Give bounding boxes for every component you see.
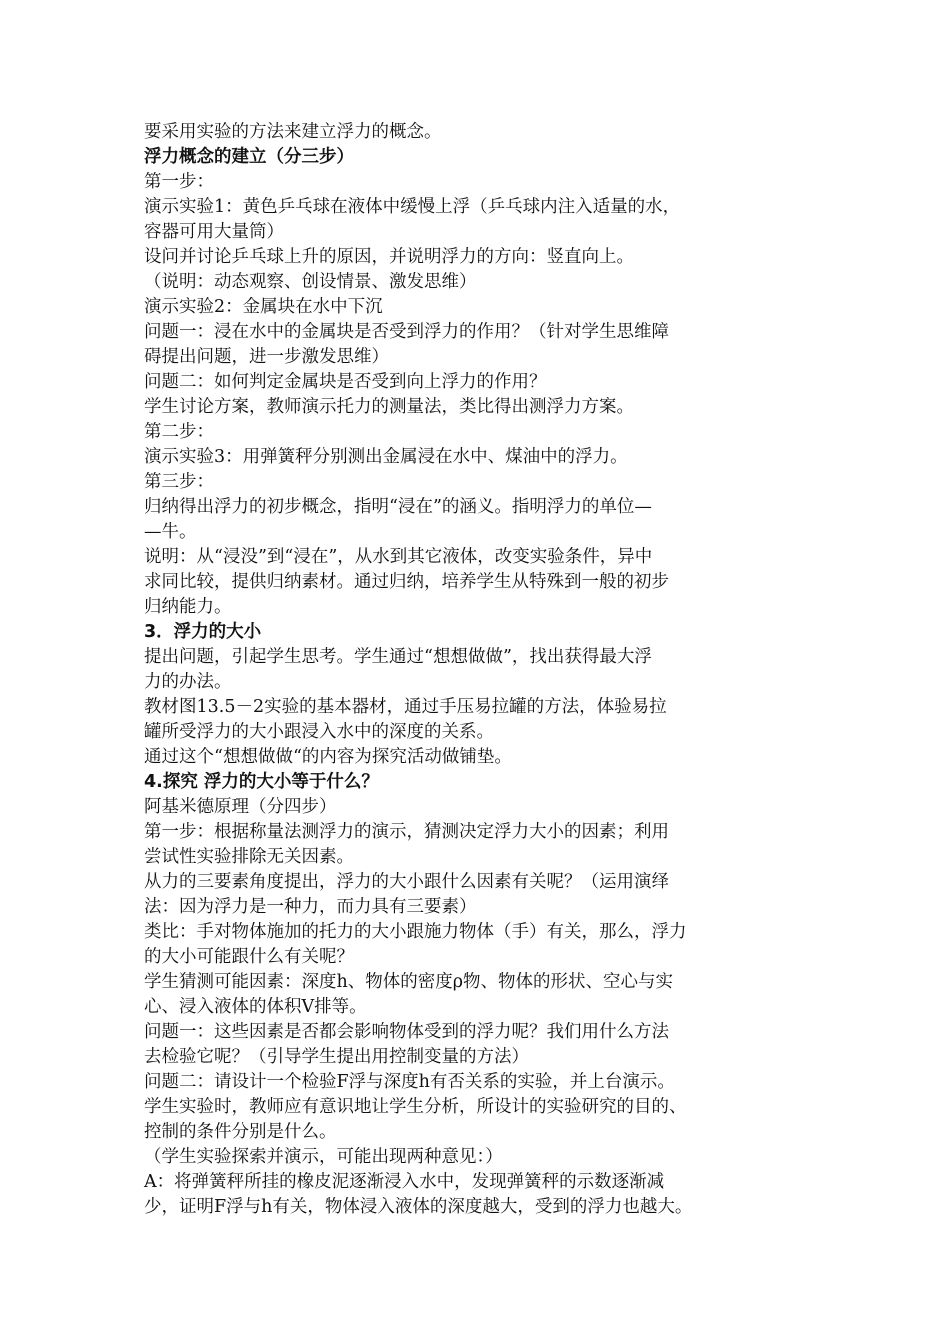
section-heading: 4.探究 浮力的大小等于什么？ [144,772,379,792]
text-line: 说明：从“浸没”到“浸在”，从水到其它液体，改变实验条件，异中 [144,547,653,567]
text-line: 演示实验2：金属块在水中下沉 [144,297,383,317]
text-line: 罐所受浮力的大小跟浸入水中的深度的关系。 [144,722,494,742]
text-line: 演示实验1：黄色乒乓球在液体中缓慢上浮（乒乓球内注入适量的水， [144,197,681,217]
text-line: 演示实验3：用弹簧秤分别测出金属浸在水中、煤油中的浮力。 [144,447,628,467]
text-line: 去检验它呢？（引导学生提出用控制变量的方法） [144,1047,529,1067]
text-line: 设问并讨论乒乓球上升的原因，并说明浮力的方向：竖直向上。 [144,247,634,267]
text-line: 第一步： [144,172,214,192]
text-line: 问题二：请设计一个检验F浮与深度h有否关系的实验，并上台演示。 [144,1072,675,1092]
text-line: 第二步： [144,422,214,442]
text-line: 类比：手对物体施加的托力的大小跟施力物体（手）有关，那么，浮力 [144,922,687,942]
text-line: 尝试性实验排除无关因素。 [144,847,354,867]
text-line: 归纳能力。 [144,597,232,617]
text-line: 通过这个“想想做做“的内容为探究活动做铺垫。 [144,747,512,767]
document-page [144,120,824,1220]
text-line: 求同比较，提供归纳素材。通过归纳，培养学生从特殊到一般的初步 [144,572,669,592]
section-heading: 浮力概念的建立（分三步） [144,147,354,167]
section-heading: 3．浮力的大小 [144,622,262,642]
text-line: 学生猜测可能因素：深度h、物体的密度ρ物、物体的形状、空心与实 [144,972,674,992]
text-line: （学生实验探索并演示，可能出现两种意见：） [144,1147,503,1167]
text-line: 法：因为浮力是一种力，而力具有三要素） [144,897,477,917]
text-line: A：将弹簧秤所挂的橡皮泥逐渐浸入水中，发现弹簧秤的示数逐渐减 [144,1172,665,1192]
text-line: （说明：动态观察、创设情景、激发思维） [144,272,477,292]
text-line: 要采用实验的方法来建立浮力的概念。 [144,122,442,142]
text-line: 提出问题，引起学生思考。学生通过“想想做做”，找出获得最大浮 [144,647,652,667]
text-line: 控制的条件分别是什么。 [144,1122,337,1142]
text-line: 问题一：浸在水中的金属块是否受到浮力的作用？（针对学生思维障 [144,322,669,342]
text-line: 学生实验时，教师应有意识地让学生分析，所设计的实验研究的目的、 [144,1097,687,1117]
text-line: 问题二：如何判定金属块是否受到向上浮力的作用？ [144,372,547,392]
text-line: 第一步：根据称量法测浮力的演示，猜测决定浮力大小的因素；利用 [144,822,669,842]
text-line: 心、浸入液体的体积V排等。 [144,997,367,1017]
text-line: 少，证明F浮与h有关，物体浸入液体的深度越大，受到的浮力也越大。 [144,1197,693,1217]
text-line: 阿基米德原理（分四步） [144,797,337,817]
text-line: 容器可用大量筒） [144,222,284,242]
text-line: 的大小可能跟什么有关呢？ [144,947,354,967]
text-line: 力的办法。 [144,672,232,692]
text-line: 第三步： [144,472,214,492]
text-line: 碍提出问题，进一步激发思维） [144,347,389,367]
text-line: —牛。 [144,522,197,542]
text-line: 归纳得出浮力的初步概念，指明“浸在”的涵义。指明浮力的单位— [144,497,652,517]
text-line: 从力的三要素角度提出，浮力的大小跟什么因素有关呢？（运用演绎 [144,872,669,892]
text-line: 问题一：这些因素是否都会影响物体受到的浮力呢？我们用什么方法 [144,1022,669,1042]
text-line: 学生讨论方案，教师演示托力的测量法，类比得出测浮力方案。 [144,397,634,417]
text-line: 教材图13.5－2实验的基本器材，通过手压易拉罐的方法，体验易拉 [144,697,667,717]
